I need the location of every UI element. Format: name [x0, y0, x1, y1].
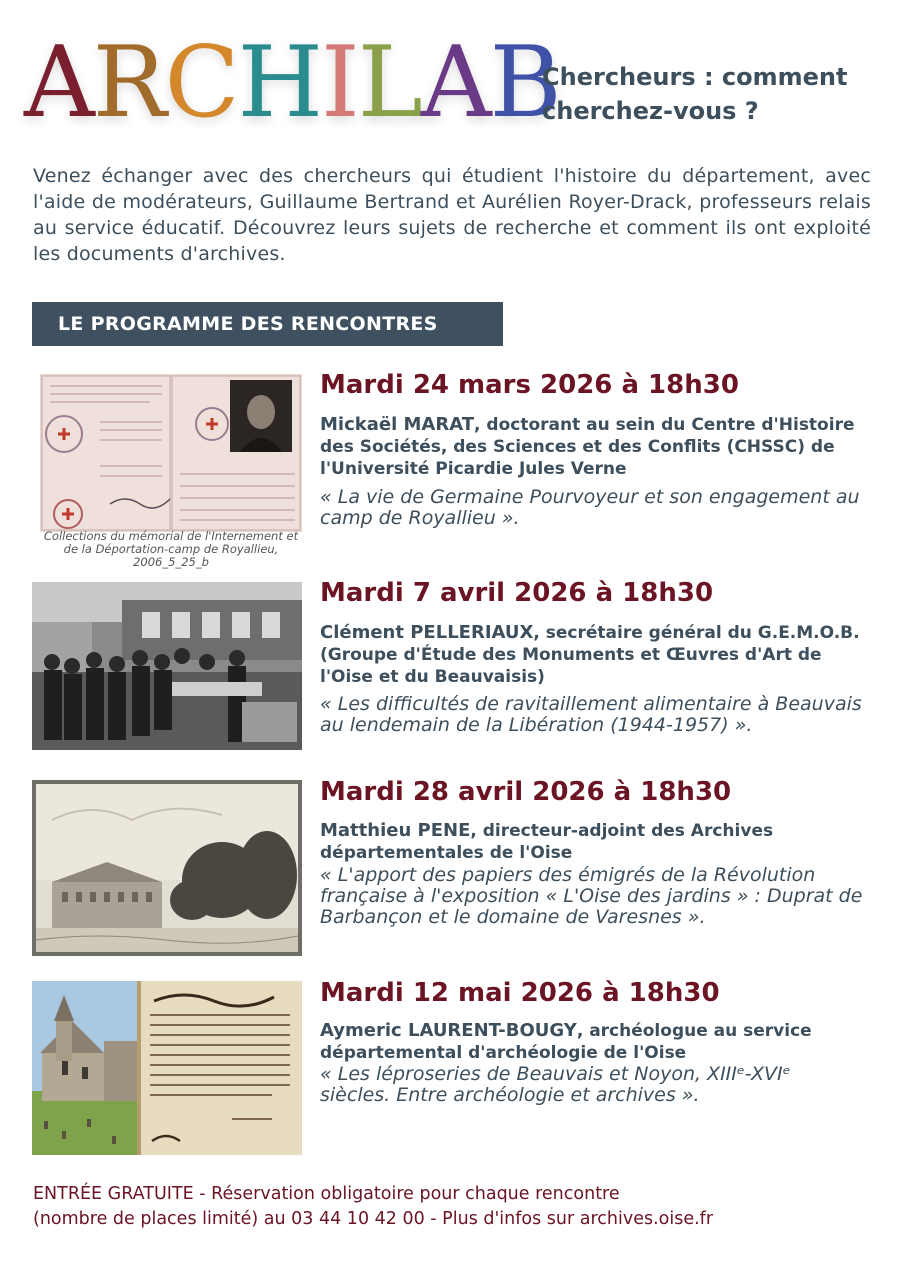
logo-letter: A: [420, 26, 490, 140]
event-2-speaker-role: , secrétaire général du G.E.M.O.B. (Groupe d'Étude des Monuments et Œuvres d'Art de l'Oise et du Beauvaisis): [320, 623, 860, 687]
logo-letter: C: [164, 26, 238, 140]
event-1-image-caption: Collections du mémorial de l'Internement et de la Déportation-camp de Royallieu, 2006_5_25_b: [43, 529, 299, 569]
event-1-speaker: [320, 414, 865, 480]
event-2-talk-title: « Les difficultés de ravitaillement alimentaire à Beauvais au lendemain de la Libération (1944-1957) ».: [320, 693, 862, 736]
logo-letter: A: [24, 26, 93, 140]
event-3-date: Mardi 28 avril 2026 à 18h30: [320, 777, 732, 807]
event-2-speaker-name: Clément PELLERIAUX: [320, 622, 534, 643]
archilab-logo: [24, 22, 560, 140]
event-4-image: [32, 981, 302, 1155]
programme-heading: LE PROGRAMME DES RENCONTRES: [32, 302, 503, 346]
logo-letter: H: [237, 26, 322, 140]
event-3-speaker-name: Matthieu PENE: [320, 820, 471, 841]
event-2-date: Mardi 7 avril 2026 à 18h30: [320, 578, 714, 608]
event-4-speaker-role: , archéologue au service départemental d'archéologie de l'Oise: [320, 1021, 812, 1063]
logo-letter: L: [357, 26, 421, 140]
event-3-speaker-role: , directeur-adjoint des Archives départementales de l'Oise: [320, 821, 774, 863]
event-4-speaker-name: Aymeric LAURENT-BOUGY: [320, 1020, 577, 1041]
event-1-date: Mardi 24 mars 2026 à 18h30: [320, 370, 739, 400]
event-2-speaker: [320, 622, 865, 688]
event-1-speaker-name: Mickaël MARAT: [320, 414, 475, 435]
footer-line-2: (nombre de places limité) au 03 44 10 42 00 - Plus d'infos sur archives.oise.fr: [33, 1209, 714, 1229]
event-1-image: [40, 374, 302, 532]
event-1-talk-title: « La vie de Germaine Pourvoyeur et son engagement au camp de Royallieu ».: [320, 486, 860, 529]
event-4-talk-title: « Les léproseries de Beauvais et Noyon, XIIIᵉ-XVIᵉ siècles. Entre archéologie et archives ».: [320, 1063, 791, 1106]
logo-letter: B: [489, 26, 560, 140]
footer-info: [33, 1182, 883, 1232]
event-4-date: Mardi 12 mai 2026 à 18h30: [320, 978, 720, 1008]
logo-letter: R: [92, 26, 165, 140]
event-3-speaker: [320, 820, 865, 864]
tagline: Chercheurs : comment cherchez-vous ?: [542, 63, 848, 125]
event-3-image: [32, 780, 302, 956]
event-1-speaker-role: , doctorant au sein du Centre d'Histoire des Sociétés, des Sciences et des Conflits (CHSSC) de l'Université Picardie Jules Verne: [320, 415, 855, 479]
intro-paragraph: Venez échanger avec des chercheurs qui étudient l'histoire du département, avec l'aide de modérateurs, Guillaume Bertrand et Aurélien Royer-Drack, professeurs relais au service éducatif. Découvrez leurs sujets de recherche et comment ils ont exploité les documents d'archives.: [33, 165, 871, 265]
logo-letter: I: [321, 26, 358, 140]
event-2-image: [32, 582, 302, 750]
event-4-speaker: [320, 1020, 865, 1064]
footer-line-1: ENTRÉE GRATUITE - Réservation obligatoire pour chaque rencontre: [33, 1184, 620, 1204]
event-3-talk-title: « L'apport des papiers des émigrés de la Révolution française à l'exposition « L'Oise des jardins » : Duprat de Barbançon et le domaine de Varesnes ».: [320, 864, 863, 928]
